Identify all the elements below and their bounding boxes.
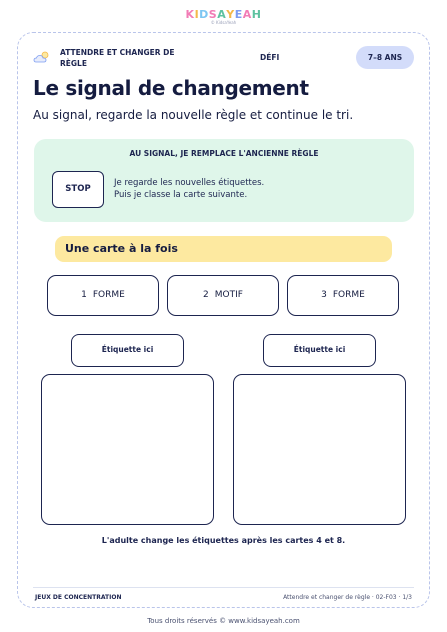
- card-number: 2: [203, 290, 209, 300]
- topic-label: ATTENDRE ET CHANGER DE RÈGLE: [60, 48, 175, 68]
- logo-letter: I: [194, 8, 200, 21]
- card-button-1[interactable]: [47, 275, 159, 316]
- card-label: FORME: [92, 290, 125, 300]
- logo-tagline: © KidsaYeah: [210, 20, 237, 25]
- card-button-2[interactable]: [167, 275, 279, 316]
- stop-button[interactable]: STOP: [52, 171, 104, 208]
- logo-letter: H: [251, 8, 262, 21]
- adult-note: L'adulte change les étiquettes après les cartes 4 et 8.: [101, 536, 346, 545]
- card-button-3[interactable]: [287, 275, 399, 316]
- activity-type-label: DÉFI: [260, 53, 280, 62]
- page-subtitle: Au signal, regarde la nouvelle règle et continue le tri.: [33, 108, 354, 122]
- rule-heading: AU SIGNAL, JE REMPLACE L'ANCIENNE RÈGLE: [129, 149, 319, 158]
- logo-letter: D: [199, 8, 209, 21]
- rule-instruction-1: Je regarde les nouvelles étiquettes.: [114, 178, 265, 188]
- logo-letter: A: [217, 8, 227, 21]
- brand-logo: [0, 8, 447, 25]
- logo-letter: S: [208, 8, 218, 21]
- label-slot-left[interactable]: Étiquette ici: [71, 334, 184, 367]
- sort-zone-left[interactable]: [41, 374, 214, 525]
- footer-reference: Attendre et changer de règle · 02-F03 · 1/3: [283, 594, 412, 601]
- footer-category: JEUX DE CONCENTRATION: [35, 594, 122, 601]
- rule-panel: [34, 139, 414, 222]
- copyright-notice: Tous droits réservés © www.kidsayeah.com: [147, 617, 300, 625]
- rule-instruction-2: Puis je classe la carte suivante.: [114, 190, 248, 200]
- logo-letter: A: [242, 8, 252, 21]
- cloud-sun-icon: [33, 51, 51, 63]
- one-card-banner: Une carte à la fois: [55, 236, 392, 262]
- card-number: 1: [81, 290, 87, 300]
- logo-letter: E: [234, 8, 243, 21]
- card-label: MOTIF: [214, 290, 243, 300]
- logo-letter: K: [185, 8, 195, 21]
- card-label: FORME: [332, 290, 365, 300]
- logo-letter: Y: [226, 8, 235, 21]
- page-title: Le signal de changement: [33, 76, 309, 100]
- sort-zone-right[interactable]: [233, 374, 406, 525]
- age-badge: 7–8 ANS: [356, 46, 414, 69]
- label-slot-right[interactable]: Étiquette ici: [263, 334, 376, 367]
- footer-divider: [33, 587, 414, 588]
- card-number: 3: [321, 290, 327, 300]
